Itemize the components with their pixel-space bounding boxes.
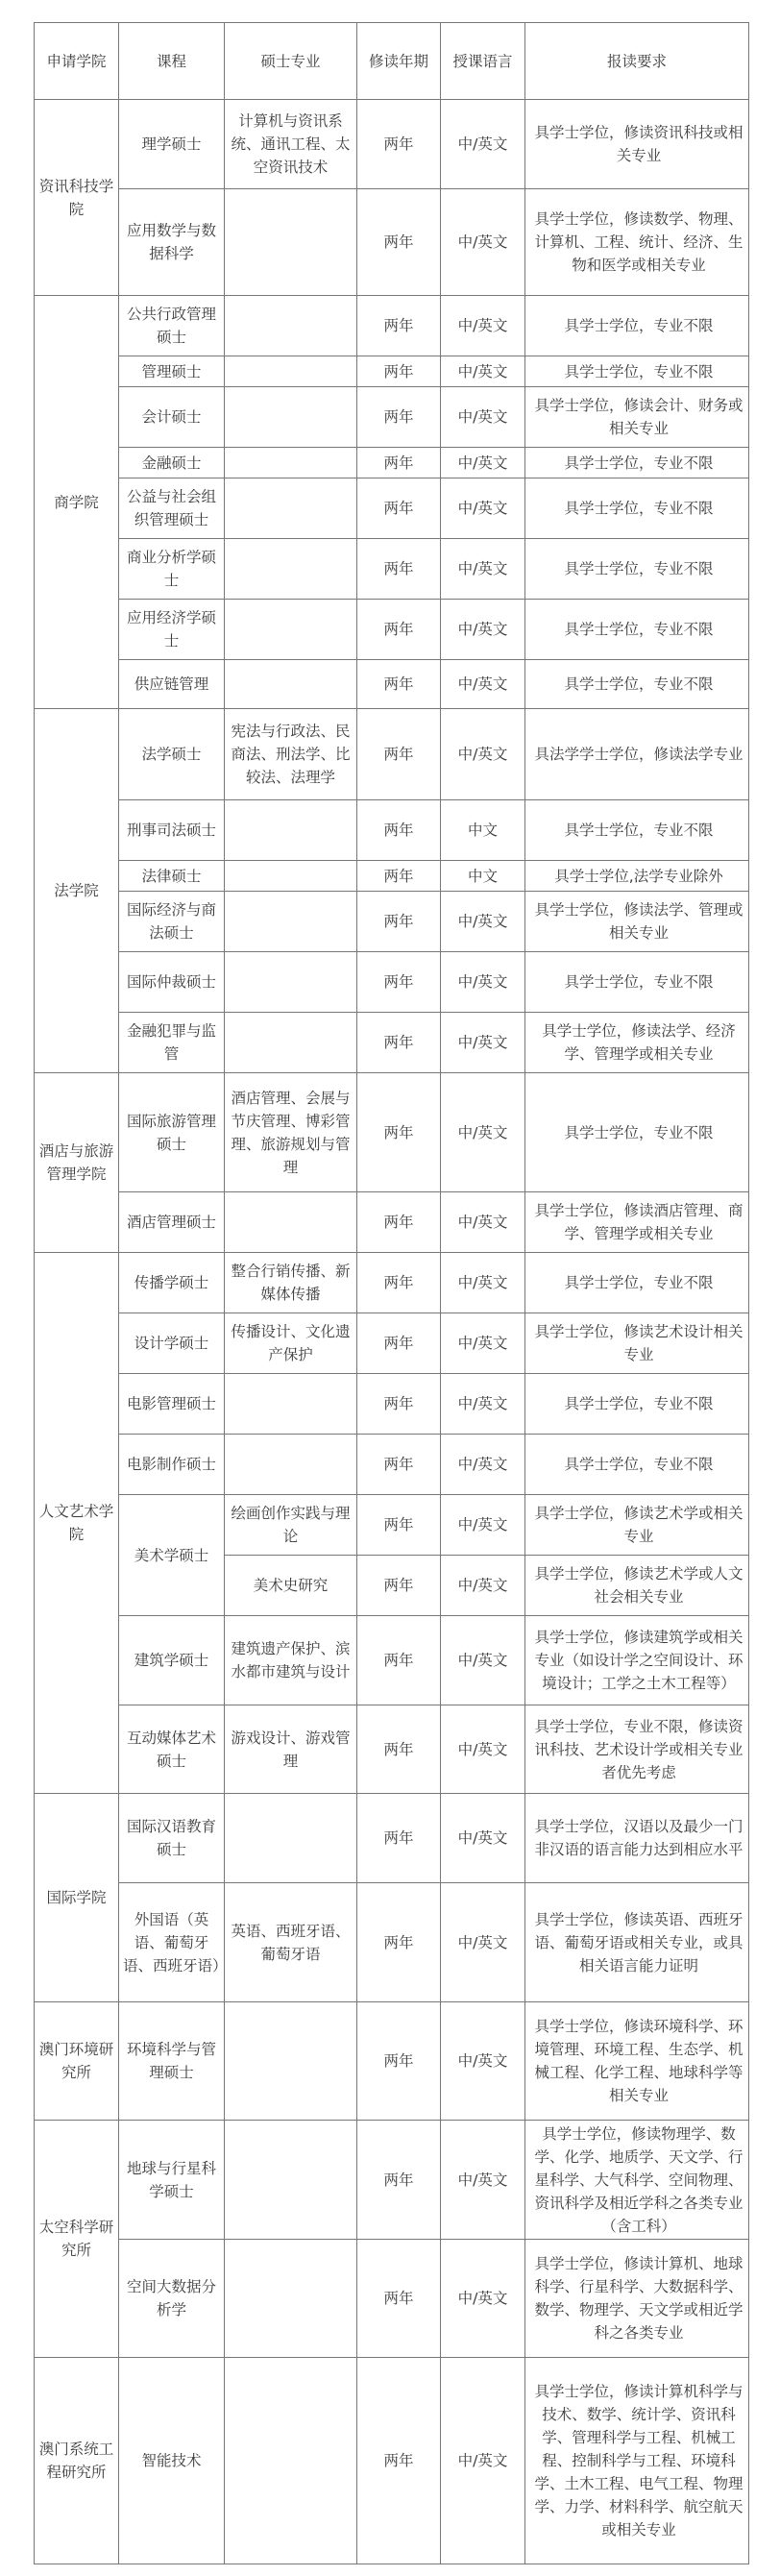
language-cell: 中/英文	[441, 1073, 525, 1192]
requirements-cell: 具学士学位，专业不限	[525, 660, 749, 709]
major-cell: 绘画创作实践与理论	[225, 1495, 357, 1556]
school-cell: 国际学院	[35, 1794, 119, 2002]
language-cell: 中/英文	[441, 1313, 525, 1374]
years-cell: 两年	[357, 1556, 441, 1616]
table-row	[35, 539, 749, 600]
major-cell: 传播设计、文化遗产保护	[225, 1313, 357, 1374]
table-row	[35, 1495, 749, 1556]
language-cell: 中文	[441, 800, 525, 861]
requirements-cell: 具学士学位，汉语以及最少一门非汉语的语言能力达到相应水平	[525, 1794, 749, 1883]
years-cell: 两年	[357, 660, 441, 709]
major-cell	[225, 539, 357, 600]
table-row	[35, 1013, 749, 1073]
language-cell: 中/英文	[441, 1013, 525, 1073]
school-cell: 澳门系统工程研究所	[35, 2358, 119, 2564]
language-cell: 中/英文	[441, 2358, 525, 2564]
years-cell: 两年	[357, 892, 441, 952]
requirements-cell: 具学士学位，修读艺术学或人文社会相关专业	[525, 1556, 749, 1616]
requirements-cell: 具学士学位，修读酒店管理、商学、管理学或相关专业	[525, 1192, 749, 1253]
school-cell: 商学院	[35, 296, 119, 709]
language-cell: 中/英文	[441, 660, 525, 709]
requirements-cell: 具学士学位，专业不限，修读资讯科技、艺术设计学或相关专业者优先考虑	[525, 1705, 749, 1794]
years-cell: 两年	[357, 1495, 441, 1556]
language-cell: 中/英文	[441, 1435, 525, 1495]
years-cell: 两年	[357, 800, 441, 861]
major-cell	[225, 660, 357, 709]
table-row	[35, 2002, 749, 2121]
requirements-cell: 具学士学位，专业不限	[525, 1073, 749, 1192]
years-cell: 两年	[357, 1013, 441, 1073]
language-cell: 中/英文	[441, 2240, 525, 2358]
requirements-cell: 具学士学位，专业不限	[525, 356, 749, 387]
school-cell: 人文艺术学院	[35, 1253, 119, 1794]
language-cell: 中/英文	[441, 1556, 525, 1616]
major-cell: 英语、西班牙语、葡萄牙语	[225, 1883, 357, 2002]
table-row	[35, 100, 749, 189]
table-row	[35, 1794, 749, 1883]
course-cell: 传播学硕士	[119, 1253, 225, 1313]
table-row	[35, 709, 749, 800]
major-cell: 建筑遗产保护、滨水都市建筑与设计	[225, 1616, 357, 1705]
language-cell: 中/英文	[441, 1616, 525, 1705]
years-cell: 两年	[357, 100, 441, 189]
language-cell: 中/英文	[441, 1883, 525, 2002]
major-cell: 美术史研究	[225, 1556, 357, 1616]
requirements-cell: 具学士学位，专业不限	[525, 952, 749, 1013]
course-cell: 法律硕士	[119, 861, 225, 892]
language-cell: 中/英文	[441, 478, 525, 539]
table-row	[35, 1192, 749, 1253]
course-cell: 酒店管理硕士	[119, 1192, 225, 1253]
course-cell: 法学硕士	[119, 709, 225, 800]
language-cell: 中/英文	[441, 387, 525, 448]
years-cell: 两年	[357, 1073, 441, 1192]
course-cell: 美术学硕士	[119, 1495, 225, 1616]
course-cell: 理学硕士	[119, 100, 225, 189]
course-cell: 地球与行星科学硕士	[119, 2121, 225, 2240]
requirements-cell: 具学士学位，专业不限	[525, 1374, 749, 1435]
course-cell: 国际经济与商法硕士	[119, 892, 225, 952]
major-cell	[225, 861, 357, 892]
years-cell: 两年	[357, 1883, 441, 2002]
major-cell	[225, 1794, 357, 1883]
major-cell: 计算机与资讯系统、通讯工程、太空资讯技术	[225, 100, 357, 189]
requirements-cell: 具学士学位，修读艺术学或相关专业	[525, 1495, 749, 1556]
requirements-cell: 具学士学位，专业不限	[525, 600, 749, 660]
years-cell: 两年	[357, 478, 441, 539]
table-row	[35, 1073, 749, 1192]
course-cell: 外国语（英语、葡萄牙语、西班牙语）	[119, 1883, 225, 2002]
table-row	[35, 1705, 749, 1794]
course-cell: 空间大数据分析学	[119, 2240, 225, 2358]
requirements-cell: 具学士学位，修读建筑学或相关专业（如设计学之空间设计、环境设计；工学之土木工程等）	[525, 1616, 749, 1705]
years-cell: 两年	[357, 1794, 441, 1883]
table-row	[35, 189, 749, 296]
school-cell: 澳门环境研究所	[35, 2002, 119, 2121]
major-cell	[225, 952, 357, 1013]
language-cell: 中/英文	[441, 539, 525, 600]
language-cell: 中/英文	[441, 1495, 525, 1556]
language-cell: 中/英文	[441, 1192, 525, 1253]
requirements-cell: 具学士学位，修读数学、物理、计算机、工程、统计、经济、生物和医学或相关专业	[525, 189, 749, 296]
requirements-cell: 具学士学位，修读法学、管理或相关专业	[525, 892, 749, 952]
table-row	[35, 356, 749, 387]
school-cell: 太空科学研究所	[35, 2121, 119, 2358]
requirements-cell: 具学士学位，修读英语、西班牙语、葡萄牙语或相关专业，或具相关语言能力证明	[525, 1883, 749, 2002]
years-cell: 两年	[357, 296, 441, 356]
language-cell: 中/英文	[441, 1374, 525, 1435]
language-cell: 中/英文	[441, 100, 525, 189]
table-row	[35, 861, 749, 892]
course-cell: 电影制作硕士	[119, 1435, 225, 1495]
table-header-row	[35, 23, 749, 100]
major-cell	[225, 2121, 357, 2240]
table-row	[35, 1374, 749, 1435]
table-row	[35, 1616, 749, 1705]
requirements-cell: 具学士学位，专业不限	[525, 448, 749, 478]
requirements-cell: 具学士学位，专业不限	[525, 800, 749, 861]
course-cell: 刑事司法硕士	[119, 800, 225, 861]
years-cell: 两年	[357, 1705, 441, 1794]
major-cell	[225, 478, 357, 539]
course-cell: 建筑学硕士	[119, 1616, 225, 1705]
major-cell	[225, 1013, 357, 1073]
requirements-cell: 具学士学位,法学专业除外	[525, 861, 749, 892]
table-row	[35, 2358, 749, 2564]
course-cell: 会计硕士	[119, 387, 225, 448]
language-cell: 中/英文	[441, 709, 525, 800]
years-cell: 两年	[357, 1374, 441, 1435]
years-cell: 两年	[357, 2240, 441, 2358]
table-row	[35, 2121, 749, 2240]
years-cell: 两年	[357, 539, 441, 600]
language-cell: 中/英文	[441, 296, 525, 356]
requirements-cell: 具学士学位，修读艺术设计相关专业	[525, 1313, 749, 1374]
requirements-cell: 具学士学位，专业不限	[525, 1435, 749, 1495]
years-cell: 两年	[357, 1616, 441, 1705]
language-cell: 中/英文	[441, 1253, 525, 1313]
years-cell: 两年	[357, 356, 441, 387]
requirements-cell: 具学士学位，修读环境科学、环境管理、环境工程、生态学、机械工程、化学工程、地球科学等相关专业	[525, 2002, 749, 2121]
years-cell: 两年	[357, 1313, 441, 1374]
language-cell: 中/英文	[441, 600, 525, 660]
years-cell: 两年	[357, 952, 441, 1013]
years-cell: 两年	[357, 1435, 441, 1495]
table-row	[35, 296, 749, 356]
header-major: 硕士专业	[225, 23, 357, 100]
table-row	[35, 1253, 749, 1313]
years-cell: 两年	[357, 189, 441, 296]
course-cell: 环境科学与管理硕士	[119, 2002, 225, 2121]
course-cell: 应用经济学硕士	[119, 600, 225, 660]
course-cell: 智能技术	[119, 2358, 225, 2564]
course-cell: 国际旅游管理硕士	[119, 1073, 225, 1192]
years-cell: 两年	[357, 448, 441, 478]
major-cell	[225, 448, 357, 478]
language-cell: 中/英文	[441, 892, 525, 952]
requirements-cell: 具学士学位，专业不限	[525, 478, 749, 539]
major-cell: 整合行销传播、新媒体传播	[225, 1253, 357, 1313]
requirements-cell: 具学士学位，专业不限	[525, 1253, 749, 1313]
years-cell: 两年	[357, 709, 441, 800]
course-cell: 应用数学与数据科学	[119, 189, 225, 296]
years-cell: 两年	[357, 1253, 441, 1313]
major-cell	[225, 2002, 357, 2121]
table-row	[35, 2240, 749, 2358]
table-row	[35, 952, 749, 1013]
major-cell	[225, 189, 357, 296]
major-cell	[225, 356, 357, 387]
header-years: 修读年期	[357, 23, 441, 100]
major-cell	[225, 1192, 357, 1253]
course-cell: 国际仲裁硕士	[119, 952, 225, 1013]
requirements-cell: 具学士学位，修读计算机科学与技术、数学、统计学、资讯科学、管理科学与工程、机械工程、控制科学与工程、环境科学、土木工程、电气工程、物理学、力学、材料科学、航空航天或相关专业	[525, 2358, 749, 2564]
course-cell: 供应链管理	[119, 660, 225, 709]
years-cell: 两年	[357, 387, 441, 448]
major-cell	[225, 2358, 357, 2564]
requirements-cell: 具学士学位，修读计算机、地球科学、行星科学、大数据科学、数学、物理学、天文学或相近学科之各类专业	[525, 2240, 749, 2358]
course-cell: 电影管理硕士	[119, 1374, 225, 1435]
programs-table	[34, 22, 749, 2564]
course-cell: 公益与社会组织管理硕士	[119, 478, 225, 539]
major-cell	[225, 387, 357, 448]
course-cell: 商业分析学硕士	[119, 539, 225, 600]
language-cell: 中/英文	[441, 356, 525, 387]
school-cell: 资讯科技学院	[35, 100, 119, 296]
language-cell: 中/英文	[441, 952, 525, 1013]
major-cell	[225, 1374, 357, 1435]
course-cell: 互动媒体艺术硕士	[119, 1705, 225, 1794]
requirements-cell: 具学士学位，修读会计、财务或相关专业	[525, 387, 749, 448]
course-cell: 设计学硕士	[119, 1313, 225, 1374]
course-cell: 国际汉语教育硕士	[119, 1794, 225, 1883]
requirements-cell: 具法学学士学位，修读法学专业	[525, 709, 749, 800]
major-cell: 游戏设计、游戏管理	[225, 1705, 357, 1794]
requirements-cell: 具学士学位，修读法学、经济学、管理学或相关专业	[525, 1013, 749, 1073]
years-cell: 两年	[357, 2002, 441, 2121]
course-cell: 公共行政管理硕士	[119, 296, 225, 356]
table-row	[35, 387, 749, 448]
table-row	[35, 600, 749, 660]
header-school: 申请学院	[35, 23, 119, 100]
years-cell: 两年	[357, 600, 441, 660]
school-cell: 法学院	[35, 709, 119, 1073]
requirements-cell: 具学士学位，修读物理学、数学、化学、地质学、天文学、行星科学、大气科学、空间物理、资讯科学及相近学科之各类专业（含工科）	[525, 2121, 749, 2240]
table-row	[35, 1883, 749, 2002]
language-cell: 中文	[441, 861, 525, 892]
school-cell: 酒店与旅游管理学院	[35, 1073, 119, 1253]
requirements-cell: 具学士学位，专业不限	[525, 296, 749, 356]
requirements-cell: 具学士学位，专业不限	[525, 539, 749, 600]
header-requirements: 报读要求	[525, 23, 749, 100]
years-cell: 两年	[357, 2121, 441, 2240]
major-cell	[225, 600, 357, 660]
course-cell: 金融犯罪与监管	[119, 1013, 225, 1073]
language-cell: 中/英文	[441, 448, 525, 478]
requirements-cell: 具学士学位，修读资讯科技或相关专业	[525, 100, 749, 189]
table-row	[35, 660, 749, 709]
table-row	[35, 478, 749, 539]
course-cell: 金融硕士	[119, 448, 225, 478]
major-cell	[225, 2240, 357, 2358]
major-cell	[225, 892, 357, 952]
major-cell	[225, 800, 357, 861]
language-cell: 中/英文	[441, 2121, 525, 2240]
language-cell: 中/英文	[441, 1705, 525, 1794]
major-cell	[225, 296, 357, 356]
language-cell: 中/英文	[441, 2002, 525, 2121]
years-cell: 两年	[357, 861, 441, 892]
course-cell: 管理硕士	[119, 356, 225, 387]
major-cell: 宪法与行政法、民商法、刑法学、比较法、法理学	[225, 709, 357, 800]
major-cell: 酒店管理、会展与节庆管理、博彩管理、旅游规划与管理	[225, 1073, 357, 1192]
table-row	[35, 1313, 749, 1374]
language-cell: 中/英文	[441, 1794, 525, 1883]
table-row	[35, 448, 749, 478]
years-cell: 两年	[357, 2358, 441, 2564]
years-cell: 两年	[357, 1192, 441, 1253]
language-cell: 中/英文	[441, 189, 525, 296]
table-row	[35, 1435, 749, 1495]
major-cell	[225, 1435, 357, 1495]
table-row	[35, 892, 749, 952]
table-row	[35, 800, 749, 861]
header-language: 授课语言	[441, 23, 525, 100]
header-course: 课程	[119, 23, 225, 100]
